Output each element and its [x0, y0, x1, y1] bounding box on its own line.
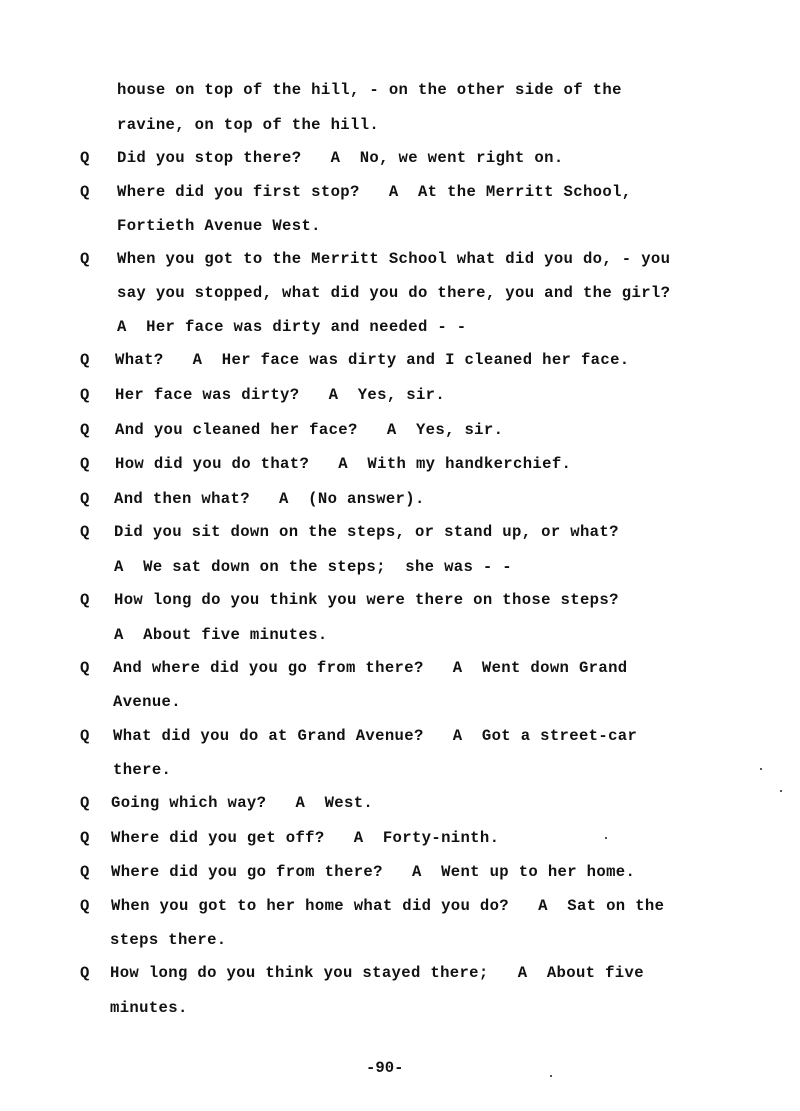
- transcript-line: A Her face was dirty and needed - -: [117, 318, 467, 336]
- question-marker: Q: [80, 351, 90, 369]
- page-number: -90-: [366, 1059, 404, 1077]
- question-marker: Q: [80, 386, 90, 404]
- question-marker: Q: [80, 149, 90, 167]
- transcript-line: Avenue.: [113, 693, 181, 711]
- transcript-line: minutes.: [110, 999, 188, 1017]
- transcript-line: How did you do that? A With my handkerchief.: [115, 455, 572, 473]
- scan-artifact: [760, 768, 762, 770]
- question-marker: Q: [80, 659, 90, 677]
- question-marker: Q: [80, 897, 90, 915]
- transcript-line: Where did you first stop? A At the Merritt School,: [117, 183, 632, 201]
- transcript-line: When you got to her home what did you do? A Sat on the: [111, 897, 665, 915]
- transcript-line: And where did you go from there? A Went down Grand: [113, 659, 628, 677]
- transcript-line: Where did you go from there? A Went up to her home.: [111, 863, 636, 881]
- question-marker: Q: [80, 863, 90, 881]
- question-marker: Q: [80, 183, 90, 201]
- question-marker: Q: [80, 490, 90, 508]
- question-marker: Q: [80, 964, 90, 982]
- transcript-line: Going which way? A West.: [111, 794, 374, 812]
- transcript-line: house on top of the hill, - on the other side of the: [117, 81, 622, 99]
- transcript-line: A About five minutes.: [114, 626, 328, 644]
- question-marker: Q: [80, 591, 90, 609]
- question-marker: Q: [80, 794, 90, 812]
- scan-artifact: [780, 790, 782, 792]
- transcript-line: Did you sit down on the steps, or stand up, or what?: [114, 523, 619, 541]
- transcript-line: Where did you get off? A Forty-ninth.: [111, 829, 500, 847]
- question-marker: Q: [80, 829, 90, 847]
- transcript-line: say you stopped, what did you do there, you and the girl?: [117, 284, 671, 302]
- transcript-line: ravine, on top of the hill.: [117, 116, 380, 134]
- transcript-line: When you got to the Merritt School what did you do, - you: [117, 250, 671, 268]
- transcript-line: And you cleaned her face? A Yes, sir.: [115, 421, 504, 439]
- question-marker: Q: [80, 523, 90, 541]
- scan-artifact: [550, 1075, 552, 1077]
- transcript-line: Fortieth Avenue West.: [117, 217, 321, 235]
- transcript-line: What? A Her face was dirty and I cleaned her face.: [115, 351, 630, 369]
- scan-artifact: [605, 837, 607, 839]
- transcript-line: A We sat down on the steps; she was - -: [114, 558, 513, 576]
- transcript-line: And then what? A (No answer).: [114, 490, 425, 508]
- transcript-line: Her face was dirty? A Yes, sir.: [115, 386, 446, 404]
- question-marker: Q: [80, 421, 90, 439]
- question-marker: Q: [80, 727, 90, 745]
- question-marker: Q: [80, 250, 90, 268]
- transcript-line: there.: [113, 761, 172, 779]
- question-marker: Q: [80, 455, 90, 473]
- transcript-line: steps there.: [110, 931, 227, 949]
- transcript-line: How long do you think you were there on those steps?: [114, 591, 619, 609]
- transcript-line: Did you stop there? A No, we went right on.: [117, 149, 564, 167]
- transcript-line: What did you do at Grand Avenue? A Got a street-car: [113, 727, 638, 745]
- transcript-line: How long do you think you stayed there; A About five: [110, 964, 644, 982]
